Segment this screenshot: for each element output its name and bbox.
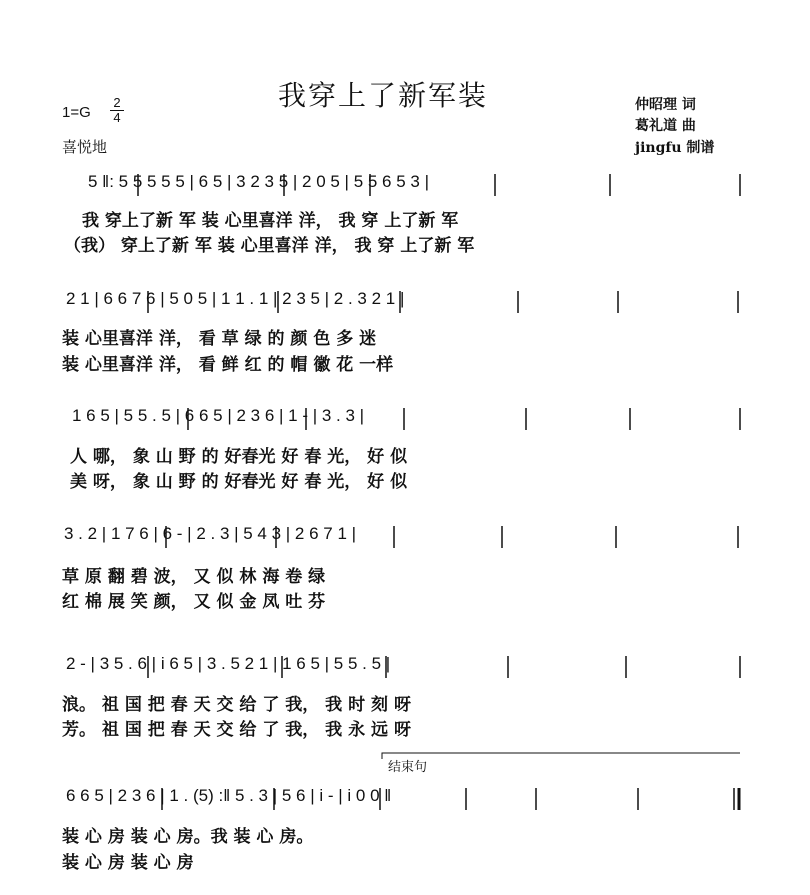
score-system-3 — [0, 406, 810, 434]
lyrics-1-verse-1: 我 穿上了新 军 装 心里喜洋 洋， 我 穿 上了新 军 — [82, 211, 459, 231]
score-system-4 — [0, 524, 810, 552]
composer-credit: 葛礼道 曲 — [635, 118, 696, 134]
lyrics-5-verse-2: 芳。 祖 国 把 春 天 交 给 了 我， 我 永 远 呀 — [62, 720, 411, 740]
notation-line-6: 6 6 5 | 2 3 6 | 1 . (5) :‖ 5 . 3 | 5 6 | i - | i 0 0 ‖ — [66, 786, 392, 805]
lyrics-6-verse-2: 装 心 房 装 心 房 — [62, 853, 194, 873]
meter-top: 2 — [113, 95, 121, 110]
lyrics-4-verse-1: 草 原 翻 碧 波， 又 似 林 海 卷 绿 — [62, 567, 326, 587]
notation-line-5: 2 - | 3 5 . 6 | i 6 5 | 3 . 5 2 1 | 1 6 5 | 5 5 . 5 | — [66, 654, 391, 673]
score-system-1 — [0, 172, 810, 200]
lyrics-2-verse-2: 装 心里喜洋 洋， 看 鲜 红 的 帽 徽 花 一样 — [62, 355, 394, 375]
lyrics-3-verse-1: 人 哪， 象 山 野 的 好春光 好 春 光， 好 似 — [70, 447, 408, 467]
lyrics-2-verse-1: 装 心里喜洋 洋， 看 草 绿 的 颜 色 多 迷 — [62, 329, 377, 349]
time-signature — [110, 96, 124, 125]
tempo-marking: 喜悦地 — [62, 138, 108, 156]
arranger-credit: jingfu 制谱 — [635, 140, 715, 156]
key-signature: 1=G — [62, 104, 91, 121]
notation-line-1: 5 ‖: 5 5 5 5 5 | 6 5 | 3 2 3 5 | 2 0 5 | 5 5 6 5 3 | — [88, 172, 429, 191]
lyrics-5-verse-1: 浪。 祖 国 把 春 天 交 给 了 我， 我 时 刻 呀 — [62, 695, 411, 715]
lyrics-1-verse-2: （我） 穿上了新 军 装 心里喜洋 洋， 我 穿 上了新 军 — [64, 236, 475, 256]
song-title: 我穿上了新军装 — [278, 79, 489, 112]
lyrics-6-verse-1: 装 心 房 装 心 房。我 装 心 房。 — [62, 827, 314, 847]
meter-bottom: 4 — [110, 110, 124, 125]
notation-line-4: 3 . 2 | 1 7 6 | 6 - | 2 . 3 | 5 4 3 | 2 6 7 1 | — [64, 524, 357, 543]
lyrics-3-verse-2: 美 呀， 象 山 野 的 好春光 好 春 光， 好 似 — [70, 472, 408, 492]
notation-line-2: 2 1 | 6 6 7 6 | 5 0 5 | 1 1 . 1 | 2 3 5 | 2 . 3 2 1 | — [66, 289, 405, 308]
ending-label: 结束句 — [388, 759, 428, 774]
lyricist-credit: 仲昭理 词 — [635, 97, 696, 113]
notation-line-3: 1 6 5 | 5 5 . 5 | 6 6 5 | 2 3 6 | 1 - | 3 . 3 | — [72, 406, 365, 425]
lyrics-4-verse-2: 红 棉 展 笑 颜， 又 似 金 凤 吐 芬 — [62, 592, 326, 612]
score-system-6 — [0, 786, 810, 814]
score-system-2 — [0, 289, 810, 317]
ending-bracket — [0, 750, 810, 760]
score-system-5 — [0, 654, 810, 682]
